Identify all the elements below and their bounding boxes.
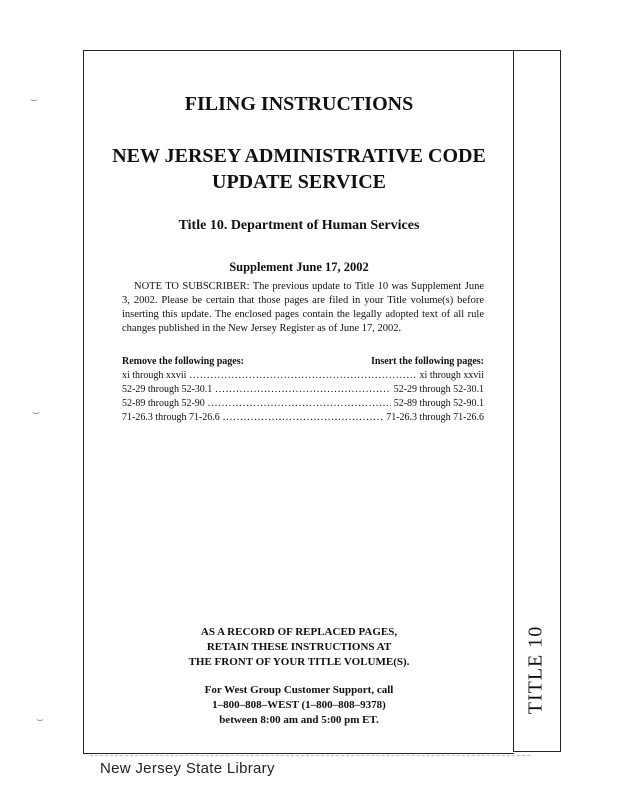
remove-pages: 71-26.3 through 71-26.6 xyxy=(122,412,220,423)
code-title-line-2: UPDATE SERVICE xyxy=(212,171,386,193)
scan-mark: ⌣ xyxy=(32,405,40,419)
record-instructions xyxy=(85,625,513,670)
scan-divider xyxy=(90,755,530,756)
supplement-date: Supplement June 17, 2002 xyxy=(229,260,369,274)
insert-pages: 52-89 through 52-90.1 xyxy=(393,398,484,409)
insert-header: Insert the following pages: xyxy=(370,356,484,367)
support-hours: between 8:00 am and 5:00 pm ET. xyxy=(219,714,379,726)
table-row xyxy=(122,411,484,425)
remove-pages: 52-29 through 52-30.1 xyxy=(122,384,213,395)
pages-table xyxy=(122,355,484,425)
library-stamp: New Jersey State Library xyxy=(100,760,275,777)
leader-dots xyxy=(215,383,390,397)
insert-pages: 52-29 through 52-30.1 xyxy=(393,384,484,395)
subscriber-note xyxy=(122,280,484,336)
code-title xyxy=(85,143,513,195)
support-phone: 1–800–808–WEST (1–800–808–9378) xyxy=(212,699,386,711)
code-title-line-1: NEW JERSEY ADMINISTRATIVE CODE xyxy=(112,145,486,167)
remove-pages: xi through xxvii xyxy=(122,370,187,381)
title-department: Title 10. Department of Human Services xyxy=(178,218,420,233)
record-line-2: RETAIN THESE INSTRUCTIONS AT xyxy=(206,641,392,653)
table-row xyxy=(122,369,484,383)
insert-pages: 71-26.3 through 71-26.6 xyxy=(386,412,484,423)
leader-dots xyxy=(189,369,416,383)
table-row xyxy=(122,383,484,397)
page-heading: FILING INSTRUCTIONS xyxy=(184,93,414,115)
record-line-1: AS A RECORD OF REPLACED PAGES, xyxy=(200,626,398,638)
leader-dots xyxy=(223,411,383,425)
pages-table-header xyxy=(122,355,484,369)
scan-mark: ⌣ xyxy=(36,712,44,726)
record-line-3: THE FRONT OF YOUR TITLE VOLUME(S). xyxy=(188,656,410,668)
scan-mark: ⌣ xyxy=(30,92,38,106)
support-line-1: For West Group Customer Support, call xyxy=(204,684,394,696)
table-row xyxy=(122,397,484,411)
note-text: NOTE TO SUBSCRIBER: The previous update to Title 10 was Supplement June 3, 2002. Please be certain that those pages are filed in your Title volume(s) before inserting this update. The enclosed pages contain the legally adopted text of all rule changes published in the New Jersey Register as of June 17, 2002. xyxy=(122,281,484,334)
customer-support xyxy=(85,683,513,728)
insert-pages: xi through xxvii xyxy=(419,370,484,381)
tab-label: TITLE 10 xyxy=(524,625,547,715)
leader-dots xyxy=(208,397,391,411)
remove-pages: 52-89 through 52-90 xyxy=(122,398,205,409)
remove-header: Remove the following pages: xyxy=(122,356,244,367)
